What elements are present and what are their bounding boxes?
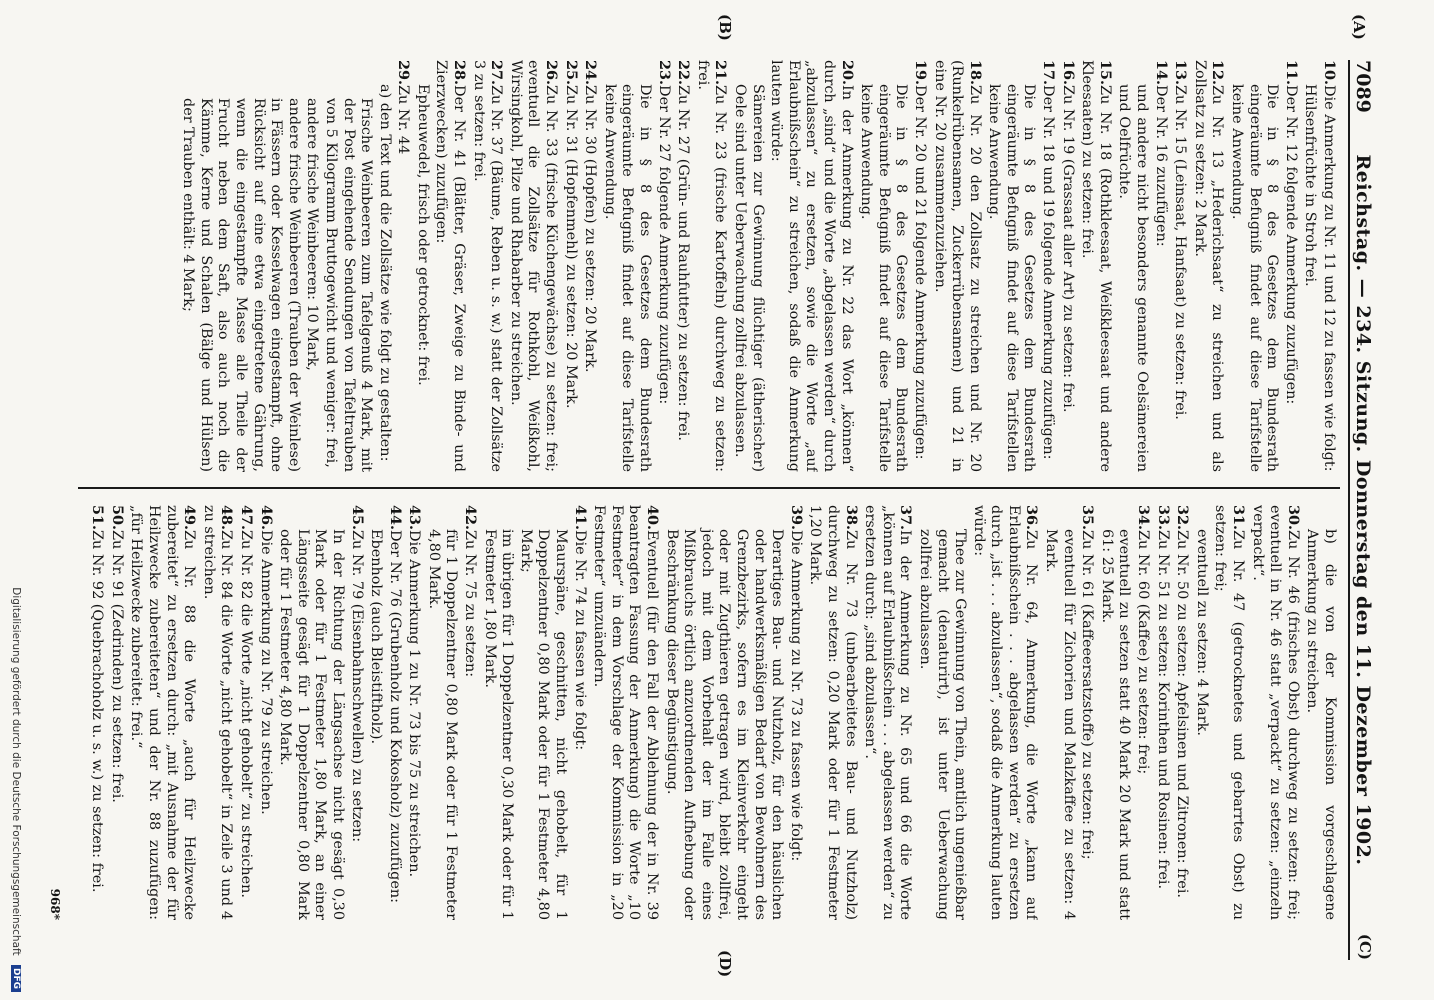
item-number: 44. [386, 505, 404, 531]
item-number: 32. [1174, 505, 1192, 531]
item-text: Zu Nr. 84 die Worte „nicht gehobelt“ in Zeile 3 und 4 zu streichen. [200, 505, 235, 920]
item-text: a) den Text und die Zollsätze wie folgt zu gestalten: [376, 84, 393, 462]
item-text: In der Anmerkung zu Nr. 65 und 66 die Worte „können auf Erlaubnißschein . . . abgelassen werden“ zu ersetzen durch: „sind abzulassen“. [862, 505, 914, 920]
item-text: Der Nr. 41 (Blätter, Gräser, Zweige zu Binde- und Zierzwecken) zuzufügen: [433, 60, 468, 472]
item-number: 43. [406, 505, 424, 531]
item-number: 39. [787, 505, 805, 531]
item-number: 18. [966, 60, 984, 86]
item-number: 37. [897, 505, 915, 531]
item-number: 48. [218, 505, 236, 531]
paragraph [861, 505, 915, 920]
item-number: 35. [1079, 505, 1097, 531]
item-number: 38. [842, 505, 860, 531]
paragraph [405, 505, 424, 920]
paragraph [179, 60, 302, 472]
item-text: Zu Nr. 44 [395, 85, 412, 155]
item-text: Derartiges Bau- und Nutzholz, für den häuslichen oder handwerksmäßigen Bedarf von Bewohnern des Grenzbezirks, sofern es im Kleinverkehr eingeht oder mit Zugthieren getragen wird, bleibt zollfrei, jedoch mit dem Vorbehalt der im Falle eines Mißbrauchs örtlich anzuordnenden Aufhebung oder Beschränkung dieser Begünstigung. [663, 529, 786, 920]
item-text: b) die von der Kommission vorgeschlagene Anmerkung zu streichen. [1304, 529, 1338, 920]
item-number: 28. [451, 60, 469, 86]
item-number: 14. [1152, 60, 1170, 86]
paragraph [1281, 60, 1300, 472]
paragraph [662, 505, 785, 920]
digitization-credit [10, 8, 22, 992]
paragraph [806, 505, 860, 920]
item-text: Die in § 8 des Gesetzes dem Bundesrath eingeräumte Befugniß findet auf diese Tarifstellen keine Anwendung. [986, 84, 1038, 472]
item-text: andere frische Weinbeeren (Trauben der Weinlese) in Fässern oder Kesselwagen eingestampft, ohne Rücksicht auf eine etwa eingetretene Gährung, wenn die eingestampfte Masse alle Theile der Frucht neben dem Saft, also auch noch die Kämme, Kerne und Schalen (Bälge und Hülsen) der Trauben enthält: 4 Mark; [180, 98, 302, 472]
item-text: Die in § 8 des Gesetzes dem Bundesrath eingeräumte Befugniß findet auf diese Tarifstelle keine Anwendung. [601, 84, 654, 472]
item-number: 29. [395, 60, 413, 86]
item-text: eventuell zu setzen: 4 Mark. [1193, 529, 1210, 736]
paragraph [321, 60, 374, 472]
item-text: Thee zur Gewinnung von Thein, amtlich ungenießbar gemacht (denaturirt), ist unter Ueberwachung zollfrei abzulassen. [916, 529, 969, 920]
item-number: 25. [562, 60, 580, 86]
right-column [70, 505, 1338, 920]
paragraph [1097, 505, 1132, 920]
paragraph [1303, 505, 1338, 920]
paragraph [930, 60, 984, 472]
item-number: 49. [181, 505, 199, 531]
paragraph [127, 505, 198, 920]
item-text: Zu Nr. 88 die Worte „auch für Heilzwecke zubereitet“ zu ersetzen durch: „mit Ausnahme der für Heilzwecke zubereiteten“ und der Nr. 88 zuzufügen: „für Heilzwecke zubereitet: frei.“ [128, 505, 198, 920]
item-text: Der Nr. 12 folgende Anmerkung zuzufügen: [1282, 85, 1299, 405]
paragraph [1211, 505, 1247, 920]
paragraph [1151, 60, 1170, 472]
page-header [1348, 60, 1378, 960]
item-text: Die in § 8 des Gesetzes dem Bundesrath eingeräumte Befugniß findet auf diese Tarifstelle keine Anwendung. [1229, 84, 1281, 472]
item-text: Eventuell (für den Fall der Ablehnung der in Nr. 39 beantragten Fassung der Anmerkung) die Worte „10 Festmeter“ in dem Vorschlage der Kommission in „20 Festmeter“ umzuändern. [591, 505, 661, 920]
item-text: Zu Nr. 92 (Quebrachoholz u. s. w.) zu setzen: frei. [89, 530, 106, 893]
item-number: 41. [571, 505, 589, 531]
item-number: 30. [1284, 505, 1302, 531]
paragraph [674, 60, 693, 472]
paragraph [461, 505, 480, 920]
paragraph [1058, 60, 1077, 472]
item-text: Zu Nr. 33 (frische Küchengewächse) zu setzen: frei; eventuell die Zollsätze für Rothkohl, Weißkohl, Wirsingkohl, Pilze und Rhabarber zu streichen. [507, 60, 560, 472]
column-marker: (C) [1356, 933, 1374, 960]
item-text: Zu Nr. 61 (Kaffeeersatzstoffe) zu setzen: frei; [1079, 530, 1096, 860]
paragraph [1227, 60, 1280, 472]
item-text: Der Nr. 27 folgende Anmerkung zuzufügen: [655, 85, 672, 405]
paragraph [516, 505, 569, 920]
item-number: 45. [348, 505, 366, 531]
paragraph [1153, 505, 1172, 920]
paragraph [969, 505, 1040, 920]
paragraph [1301, 60, 1319, 472]
item-text: Die Anmerkung zu Nr. 11 und 12 zu fassen wie folgt: [1321, 85, 1337, 472]
item-text: für 1 Doppelzentner 0,80 Mark oder für 1 Festmeter 4,80 Mark. [425, 529, 460, 920]
paragraph [424, 505, 459, 920]
paragraph [1078, 60, 1114, 472]
item-text: In der Anmerkung zu Nr. 22 das Wort „können“ durch „sind“ und die Worte „abgelassen werden“ durch „abzulassen“ zu ersetzen, sowie die Worte „auf Erlaubnißschein“ zu streichen, sodaß die Anmerkung lauten würde: [768, 60, 855, 472]
item-number: 31. [1230, 505, 1248, 531]
item-text: eventuell zu setzen statt 40 Mark 20 Mark und statt 61: 25 Mark. [1098, 529, 1133, 920]
item-number: 34. [1135, 505, 1153, 531]
paragraph [1190, 60, 1226, 472]
item-text: Epheuwedel, frisch oder getrocknet: frei. [414, 84, 431, 386]
page-title: Reichstag. — 234. Sitzung. Donnerstag den 11. Dezember 1902. [1352, 154, 1374, 866]
paragraph [654, 60, 673, 472]
paragraph [561, 60, 580, 472]
item-number: 27. [488, 60, 506, 86]
paragraph [985, 60, 1038, 472]
item-number: 33. [1154, 505, 1172, 531]
item-number: 50. [108, 505, 126, 531]
paragraph [1039, 60, 1058, 472]
paragraph [107, 505, 126, 920]
item-text: Zu Nr. 60 (Kaffee) zu setzen: frei; [1135, 530, 1152, 775]
page-number: 7089 [1352, 60, 1374, 113]
item-text: eventuell für Zichorien und Malzkaffee zu setzen: 4 Mark. [1043, 529, 1077, 920]
paragraph [910, 60, 929, 472]
item-number: 47. [237, 505, 255, 531]
item-text: Die in § 8 des Gesetzes dem Bundesrath eingeräumte Befugniß findet auf diese Tarifstelle keine Anwendung. [858, 84, 910, 472]
paragraph [786, 505, 805, 920]
item-text: und andere nicht besonders genannte Oelsämereien und Oelfrüchte. [1116, 84, 1151, 472]
paragraph [590, 505, 661, 920]
paragraph [570, 505, 589, 920]
marker-d: (D) [716, 950, 734, 978]
paragraph [1042, 505, 1077, 920]
item-text: andere frische Weinbeeren: 10 Mark, [304, 98, 321, 371]
item-text: Zu Nr. 79 (Eisenbahnschwellen) zu setzen: [348, 530, 365, 843]
marker-a: (A) [1350, 14, 1368, 40]
paragraph [88, 505, 107, 920]
item-text: Zu Nr. 15 (Leinsaat, Hanfsaat) zu setzen: frei. [1172, 85, 1189, 420]
paragraph [730, 60, 765, 472]
item-number: 17. [1040, 60, 1058, 86]
item-number: 42. [462, 505, 480, 531]
item-text: Zu Nr. 19 (Grassaat aller Art) zu setzen: frei. [1059, 85, 1076, 413]
paragraph [693, 60, 729, 472]
item-text: Der Nr. 16 zuzufügen: [1152, 85, 1169, 247]
paragraph [385, 505, 404, 920]
item-text: Zu Nr. 47 (getrocknetes und gebarrtes Obst) zu setzen: frei; [1212, 505, 1247, 920]
item-number: 21. [712, 60, 730, 86]
paragraph [256, 505, 275, 920]
paragraph [469, 60, 505, 472]
paragraph [506, 60, 560, 472]
item-number: 10. [1321, 60, 1338, 86]
item-text: Zu Nr. 82 die Worte „nicht gehobelt“ zu streichen. [237, 530, 254, 898]
item-text: Zu Nr. 27 (Grün- und Rauhfutter) zu setzen: frei. [675, 85, 692, 441]
item-number: 23. [655, 60, 673, 86]
item-text: Hülsenfrüchte in Stroh frei. [1302, 84, 1319, 287]
item-number: 12. [1209, 60, 1227, 86]
item-text: Der Nr. 20 und 21 folgende Anmerkung zuzufügen: [911, 85, 928, 460]
paragraph [347, 505, 366, 920]
item-text: Sämereien zur Gewinnung flüchtiger (ätherischer) Oele sind unter Ueberwachung zollfrei abzulassen. [732, 84, 766, 472]
paragraph [480, 505, 515, 920]
item-number: 22. [675, 60, 693, 86]
item-number: 46. [257, 505, 275, 531]
item-text: Die Anmerkung zu Nr. 73 zu fassen wie folgt: [787, 530, 804, 862]
item-number: 24. [582, 60, 600, 86]
item-text: Maurspäne, geschnitten, nicht gehobelt, für 1 Doppelzentner 0,80 Mark oder für 1 Festmeter 4,80 Mark; [517, 529, 570, 920]
paragraph [199, 505, 235, 920]
left-column [70, 60, 1338, 472]
item-text: Zu Nr. 75 zu setzen: [462, 530, 479, 678]
item-number: 16. [1059, 60, 1077, 86]
paragraph [1173, 505, 1192, 920]
paragraph [432, 60, 468, 472]
item-text: Zu Nr. 18 (Rothkleesaat, Weißkleesaat und andere Kleesaaten) zu setzen: frei. [1079, 60, 1113, 472]
paragraph [1133, 505, 1152, 920]
paragraph [857, 60, 910, 472]
paragraph [1248, 505, 1302, 920]
item-number: 13. [1172, 60, 1190, 86]
paragraph [236, 505, 255, 920]
item-text: Zu Nr. 46 (frisches Obst) durchweg zu setzen: frei; eventuell in Nr. 46 statt „verpackt“ zu setzen: „einzeln verpackt“. [1249, 505, 1301, 920]
paragraph [1078, 505, 1097, 920]
page-stamp: 968* [48, 888, 62, 920]
item-text: im übrigen für 1 Doppelzentner 0,30 Mark oder für 1 Festmeter 1,80 Mark. [481, 529, 516, 920]
paragraph [303, 60, 321, 472]
marker-b: (B) [716, 14, 734, 41]
column-divider [78, 487, 1340, 489]
item-text: Der Nr. 76 (Grubenholz und Kokosholz) zuzufügen: [386, 530, 403, 903]
paragraph [581, 60, 600, 472]
paragraph [915, 505, 968, 920]
paragraph [276, 505, 346, 920]
digitization-text: Digitalisierung gefördert durch die Deutsche Forschungsgemeinschaft [10, 587, 22, 956]
paragraph [375, 60, 393, 472]
item-number: 40. [644, 505, 662, 531]
item-number: 36. [1023, 505, 1041, 531]
item-text: Zu Nr. 73 (unbearbeitetes Bau- und Nutzholz) durchweg zu setzen: 0,20 Mark oder für 1 Festmeter 1,20 Mark. [807, 505, 859, 920]
item-text: Zu Nr. 30 (Hopfen) zu setzen: 20 Mark. [582, 85, 599, 373]
item-text: Zu Nr. 20 den Zollsatz zu streichen und Nr. 20 (Runkelrübensamen, Zuckerrübensamen) und 21 in eine Nr. 20 zusammenzuziehen. [931, 60, 983, 472]
item-text: Zu Nr. 23 (frische Kartoffeln) durchweg zu setzen: frei. [694, 60, 729, 472]
item-text: Zu Nr. 13 „Hederichsaat“ zu streichen und als Zollsatz zu setzen: 2 Mark. [1191, 60, 1226, 472]
item-text: Der Nr. 18 und 19 folgende Anmerkung zuzufügen: [1040, 85, 1057, 460]
paragraph [367, 505, 385, 920]
paragraph [413, 60, 431, 472]
item-text: Zu Nr. 31 (Hopfenmehl) zu setzen: 20 Mark. [562, 85, 579, 409]
paragraph [1319, 60, 1338, 472]
item-text: Zu Nr. 37 (Bäume, Reben u. s. w.) statt der Zollsätze 3 zu setzen: frei. [470, 60, 505, 472]
item-number: 20. [838, 60, 856, 86]
paragraph [394, 60, 413, 472]
paragraph [1192, 505, 1210, 920]
item-text: Frische Weinbeeren zum Tafelgenuß 4 Mark, mit der Post eingehende Sendungen von Tafeltrauben von 5 Kilogramm Bruttogewicht und weniger: frei, [322, 98, 375, 472]
item-text: Ebenholz (auch Bleistiftholz). [368, 529, 385, 745]
item-number: 51. [89, 505, 107, 531]
paragraph [1115, 60, 1150, 472]
item-text: Die Anmerkung 1 zu Nr. 73 bis 75 zu streichen. [406, 530, 423, 878]
paragraph [1171, 60, 1190, 472]
item-text: Zu Nr. 91 (Zedrinden) zu setzen: frei. [108, 530, 125, 803]
paragraph [767, 60, 856, 472]
item-text: Zu Nr. 51 zu setzen: Korinthen und Rosinen: frei. [1154, 530, 1171, 890]
paragraph [600, 60, 653, 472]
item-number: 15. [1096, 60, 1114, 86]
item-text: Die Nr. 74 zu fassen wie folgt: [571, 530, 588, 751]
item-text: In der Richtung der Längsachse nicht gesägt 0,30 Mark oder für 1 Festmeter 1,80 Mark, an einer Längsseite gesägt für 1 Doppelzentner 0,80 Mark oder für 1 Festmeter 4,80 Mark. [277, 529, 346, 920]
item-number: 19. [911, 60, 929, 86]
item-text: Zu Nr. 64, Anmerkung, die Worte „kann auf Erlaubnißschein . . . abgelassen werden“ zu ersetzen durch „ist . . . abzulassen“, sodaß die Anmerkung lauten würde: [970, 505, 1040, 920]
dfg-logo: DFG [11, 965, 21, 992]
item-number: 11. [1282, 60, 1300, 86]
item-text: Zu Nr. 50 zu setzen: Apfelsinen und Zitronen: frei. [1174, 530, 1191, 898]
item-number: 26. [543, 60, 561, 86]
item-text: Die Anmerkung zu Nr. 79 zu streichen. [257, 530, 274, 815]
